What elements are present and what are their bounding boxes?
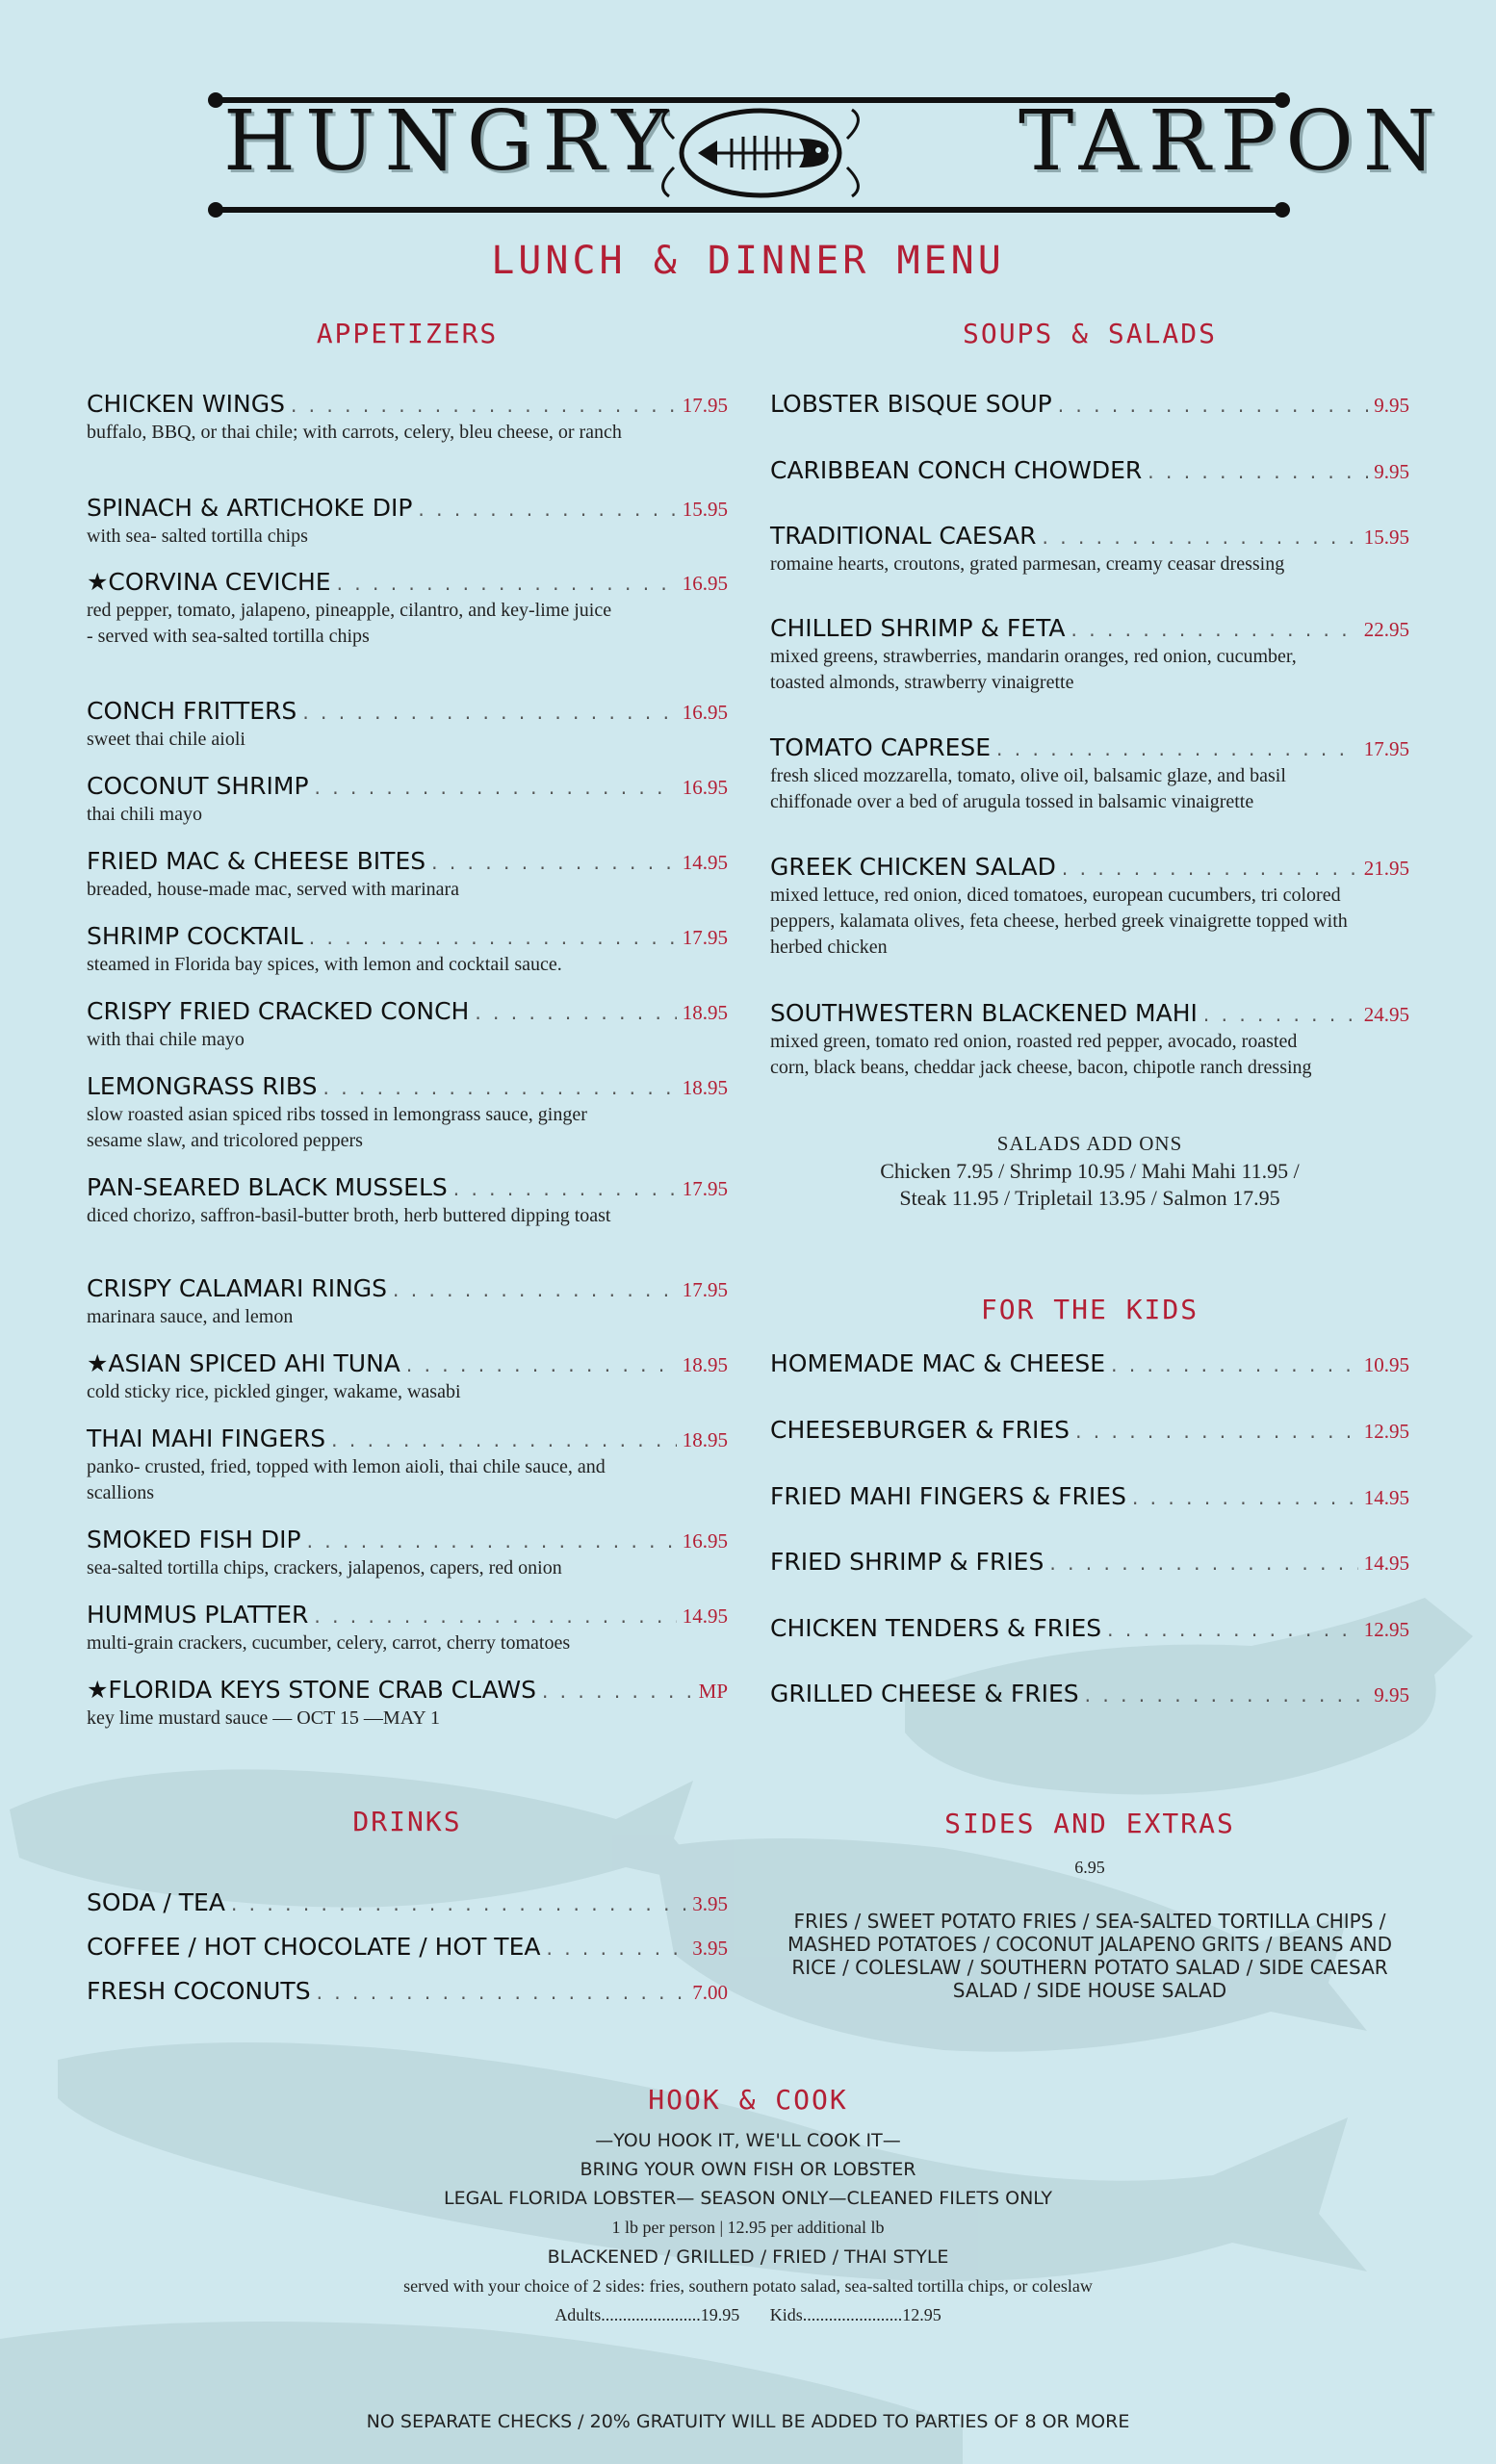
item-name: CHICKEN WINGS [87,390,285,418]
item-name: ★ASIAN SPICED AHI TUNA [87,1349,400,1377]
list-item [87,847,728,903]
item-name: FRIED MAC & CHEESE BITES [87,847,426,875]
item-description: key lime mustard sauce — OCT 15 —MAY 1 [87,1707,441,1729]
item-description: breaded, house-made mac, served with marinara [87,879,460,900]
item-name: SHRIMP COCKTAIL [87,922,303,950]
footer-policy: NO SEPARATE CHECKS / 20% GRATUITY WILL BE ADDED TO PARTIES OF 8 OR MORE [366,2411,1130,2432]
item-price: 3.95 [692,1937,728,1960]
brand-name-right: TARPON [1019,93,1446,190]
appetizers-title: APPETIZERS [316,318,499,349]
list-item [87,1676,728,1732]
hook-cook-title: HOOK & COOK [648,2084,848,2116]
item-description: romaine hearts, croutons, grated parmesan, creamy ceasar dressing [770,553,1285,575]
item-name: COFFEE / HOT CHOCOLATE / HOT TEA [87,1933,541,1961]
item-name: LEMONGRASS RIBS [87,1072,318,1100]
fish-skeleton-logo-icon [655,100,866,206]
sides-title: SIDES AND EXTRAS [944,1808,1235,1839]
item-name: SMOKED FISH DIP [87,1526,301,1553]
list-item [87,1072,728,1154]
list-item [87,1349,728,1405]
item-description: mixed green, tomato red onion, roasted red pepper, avocado, roasted corn, black beans, cheddar jack cheese, bacon, chipotle ranch dressing [770,1031,1312,1078]
list-item [770,614,1409,696]
item-description: slow roasted asian spiced ribs tossed in lemongrass sauce, ginger sesame slaw, and tricolored peppers [87,1104,587,1151]
sides-list-line: RICE / COLESLAW / SOUTHERN POTATO SALAD / SIDE CAESAR [791,1956,1388,1979]
header-bottom-rule [214,207,1284,213]
list-item [770,456,1409,484]
item-price: 7.00 [692,1981,728,2004]
sides-list-line: SALAD / SIDE HOUSE SALAD [952,1979,1227,2002]
list-item [87,922,728,978]
list-item [87,1424,728,1506]
list-item [770,522,1409,578]
item-price: 3.95 [692,1892,728,1915]
list-item [770,1614,1409,1642]
list-item [87,1526,728,1581]
item-description: diced chorizo, saffron-basil-butter broth, herb buttered dipping toast [87,1205,611,1226]
item-name: CONCH FRITTERS [87,697,297,725]
item-price: 21.95 [1363,857,1409,880]
list-item [87,1274,728,1330]
item-name: COCONUT SHRIMP [87,772,309,800]
item-price: 18.95 [682,1353,728,1376]
list-item [87,772,728,828]
salad-addons-line: Steak 11.95 / Tripletail 13.95 / Salmon 17.95 [899,1186,1280,1210]
item-name: SPINACH & ARTICHOKE DIP [87,494,413,522]
item-price: 17.95 [682,1278,728,1301]
salad-addons-title: SALADS ADD ONS [996,1132,1183,1155]
item-price: 14.95 [682,1604,728,1628]
list-item [770,1548,1409,1576]
item-price: 18.95 [682,1001,728,1024]
list-item [87,1888,728,1916]
item-price: 16.95 [682,572,728,595]
item-price: 24.95 [1363,1003,1409,1026]
item-name: TOMATO CAPRESE [770,733,992,761]
item-description: marinara sauce, and lemon [87,1306,294,1327]
item-price: 16.95 [682,776,728,799]
item-name: HUMMUS PLATTER [87,1601,309,1629]
item-name: GREEK CHICKEN SALAD [770,853,1056,881]
list-item [770,733,1409,815]
item-name: HOMEMADE MAC & CHEESE [770,1349,1106,1377]
item-description: steamed in Florida bay spices, with lemon and cocktail sauce. [87,954,562,975]
hook-cook-line: BRING YOUR OWN FISH OR LOBSTER [580,2159,916,2180]
item-description: fresh sliced mozzarella, tomato, olive oil, balsamic glaze, and basil chiffonade over a bed of arugula tossed in balsamic vinaigrette [770,765,1286,812]
item-name: SOUTHWESTERN BLACKENED MAHI [770,999,1198,1027]
list-item [770,1680,1409,1707]
list-item [87,697,728,753]
item-name: LOBSTER BISQUE SOUP [770,390,1052,418]
item-description: multi-grain crackers, cucumber, celery, carrot, cherry tomatoes [87,1632,571,1654]
item-price: 10.95 [1363,1353,1409,1376]
item-price: 22.95 [1363,618,1409,641]
menu-subtitle: LUNCH & DINNER MENU [491,239,1005,283]
hook-cook-prices: Adults.......................19.95 Kids.......................12.95 [555,2305,941,2324]
item-description: red pepper, tomato, jalapeno, pineapple, cilantro, and key-lime juice - served with sea-salted tortilla chips [87,600,612,647]
soups-salads-title: SOUPS & SALADS [962,318,1217,349]
item-name: GRILLED CHEESE & FRIES [770,1680,1079,1707]
item-description: buffalo, BBQ, or thai chile; with carrots, celery, bleu cheese, or ranch [87,422,622,443]
list-item [770,999,1409,1081]
list-item [87,568,728,650]
item-price: 17.95 [1363,737,1409,760]
item-description: sweet thai chile aioli [87,729,245,750]
item-name: TRADITIONAL CAESAR [770,522,1037,550]
item-name: ★FLORIDA KEYS STONE CRAB CLAWS [87,1676,536,1704]
item-price: 15.95 [682,498,728,521]
item-price: MP [698,1680,728,1703]
list-item [87,1977,728,2005]
sides-price: 6.95 [1074,1858,1105,1877]
item-description: thai chili mayo [87,804,202,825]
list-item [87,1601,728,1656]
item-description: cold sticky rice, pickled ginger, wakame, wasabi [87,1381,461,1402]
item-name: THAI MAHI FINGERS [87,1424,326,1452]
hook-cook-line: —YOU HOOK IT, WE'LL COOK IT— [595,2130,901,2151]
item-price: 14.95 [1363,1486,1409,1509]
sides-list-line: FRIES / SWEET POTATO FRIES / SEA-SALTED TORTILLA CHIPS / [793,1910,1386,1933]
brand-name-left: HUNGRY [223,93,677,190]
item-price: 16.95 [682,701,728,724]
list-item [770,1349,1409,1377]
item-name: FRIED SHRIMP & FRIES [770,1548,1045,1576]
hook-cook-line: BLACKENED / GRILLED / FRIED / THAI STYLE [547,2246,949,2268]
item-name: CRISPY FRIED CRACKED CONCH [87,997,470,1025]
item-price: 9.95 [1374,1683,1409,1707]
item-price: 18.95 [682,1076,728,1099]
item-name: CHEESEBURGER & FRIES [770,1416,1070,1444]
list-item [87,390,728,446]
item-price: 17.95 [682,1177,728,1200]
drinks-title: DRINKS [352,1806,462,1837]
list-item [770,390,1409,418]
item-price: 12.95 [1363,1420,1409,1443]
item-name: CHILLED SHRIMP & FETA [770,614,1066,642]
hook-cook-line: LEGAL FLORIDA LOBSTER— SEASON ONLY—CLEANED FILETS ONLY [444,2188,1052,2209]
item-name: PAN-SEARED BLACK MUSSELS [87,1173,448,1201]
item-name: FRESH COCONUTS [87,1977,311,2005]
list-item [770,1416,1409,1444]
item-description: with thai chile mayo [87,1029,245,1050]
item-name: FRIED MAHI FINGERS & FRIES [770,1482,1126,1510]
item-price: 9.95 [1374,394,1409,417]
sides-list-line: MASHED POTATOES / COCONUT JALAPENO GRITS / BEANS AND [787,1933,1393,1956]
item-price: 16.95 [682,1529,728,1553]
list-item [87,1933,728,1961]
item-name: CHICKEN TENDERS & FRIES [770,1614,1102,1642]
item-price: 9.95 [1374,460,1409,483]
list-item [770,853,1409,961]
list-item [87,494,728,550]
kids-title: FOR THE KIDS [980,1294,1199,1325]
item-price: 17.95 [682,394,728,417]
item-price: 12.95 [1363,1618,1409,1641]
item-price: 14.95 [1363,1552,1409,1575]
item-price: 17.95 [682,926,728,949]
item-name: ★CORVINA CEVICHE [87,568,331,596]
list-item [770,1482,1409,1510]
item-description: sea-salted tortilla chips, crackers, jalapenos, capers, red onion [87,1557,562,1578]
hook-cook-line: served with your choice of 2 sides: fries, southern potato salad, sea-salted tortilla chips, or coleslaw [403,2276,1093,2296]
hook-cook-line: 1 lb per person | 12.95 per additional lb [611,2218,885,2237]
salad-addons-line: Chicken 7.95 / Shrimp 10.95 / Mahi Mahi 11.95 / [880,1159,1300,1183]
item-description: mixed lettuce, red onion, diced tomatoes, european cucumbers, tri colored peppers, kalamata olives, feta cheese, herbed greek vinaigrette topped with herbed chicken [770,885,1348,958]
list-item [87,997,728,1053]
list-item [87,1173,728,1229]
item-name: CRISPY CALAMARI RINGS [87,1274,388,1302]
item-description: with sea- salted tortilla chips [87,526,308,547]
item-name: CARIBBEAN CONCH CHOWDER [770,456,1143,484]
item-name: SODA / TEA [87,1888,225,1916]
item-price: 15.95 [1363,526,1409,549]
item-price: 14.95 [682,851,728,874]
item-price: 18.95 [682,1428,728,1451]
item-description: panko- crusted, fried, topped with lemon aioli, thai chile sauce, and scallions [87,1456,606,1503]
item-description: mixed greens, strawberries, mandarin oranges, red onion, cucumber, toasted almonds, strawberry vinaigrette [770,646,1297,693]
